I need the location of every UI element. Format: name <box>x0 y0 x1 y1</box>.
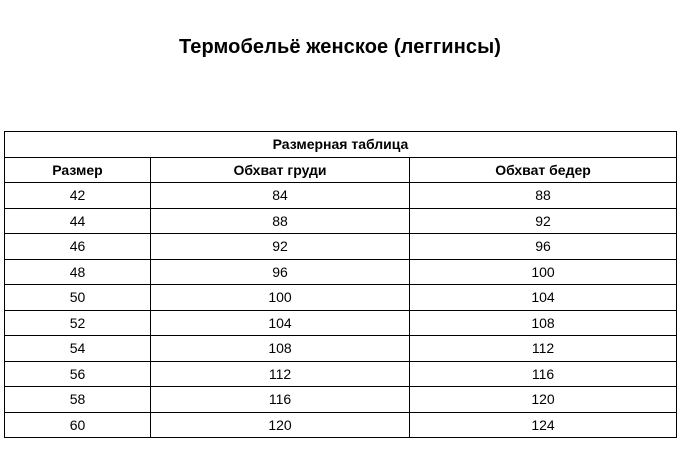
cell-size: 46 <box>5 234 151 260</box>
table-row <box>5 208 677 234</box>
table-caption-row <box>5 132 677 158</box>
cell-hips: 88 <box>410 183 677 209</box>
cell-size: 48 <box>5 259 151 285</box>
cell-chest: 92 <box>151 234 410 260</box>
table-row <box>5 336 677 362</box>
cell-hips: 116 <box>410 361 677 387</box>
cell-chest: 84 <box>151 183 410 209</box>
table-row <box>5 387 677 413</box>
cell-chest: 88 <box>151 208 410 234</box>
table-row <box>5 234 677 260</box>
cell-chest: 116 <box>151 387 410 413</box>
size-table-body <box>5 183 677 438</box>
header-size: Размер <box>5 157 151 183</box>
cell-size: 44 <box>5 208 151 234</box>
page-title: Термобельё женское (леггинсы) <box>178 36 502 58</box>
cell-hips: 92 <box>410 208 677 234</box>
cell-chest: 108 <box>151 336 410 362</box>
cell-chest: 112 <box>151 361 410 387</box>
table-row <box>5 259 677 285</box>
cell-hips: 104 <box>410 285 677 311</box>
cell-size: 42 <box>5 183 151 209</box>
size-table-head <box>5 132 677 183</box>
cell-chest: 100 <box>151 285 410 311</box>
cell-size: 50 <box>5 285 151 311</box>
cell-hips: 120 <box>410 387 677 413</box>
cell-size: 58 <box>5 387 151 413</box>
table-row <box>5 412 677 438</box>
table-row <box>5 361 677 387</box>
cell-size: 54 <box>5 336 151 362</box>
cell-size: 56 <box>5 361 151 387</box>
cell-hips: 124 <box>410 412 677 438</box>
cell-hips: 108 <box>410 310 677 336</box>
header-hips: Обхват бедер <box>410 157 677 183</box>
table-row <box>5 310 677 336</box>
cell-hips: 112 <box>410 336 677 362</box>
cell-chest: 120 <box>151 412 410 438</box>
table-row <box>5 285 677 311</box>
table-header-row <box>5 157 677 183</box>
cell-size: 52 <box>5 310 151 336</box>
cell-size: 60 <box>5 412 151 438</box>
cell-hips: 96 <box>410 234 677 260</box>
table-caption: Размерная таблица <box>5 132 677 158</box>
table-row <box>5 183 677 209</box>
cell-chest: 104 <box>151 310 410 336</box>
size-table <box>4 131 677 438</box>
cell-hips: 100 <box>410 259 677 285</box>
header-chest: Обхват груди <box>151 157 410 183</box>
cell-chest: 96 <box>151 259 410 285</box>
